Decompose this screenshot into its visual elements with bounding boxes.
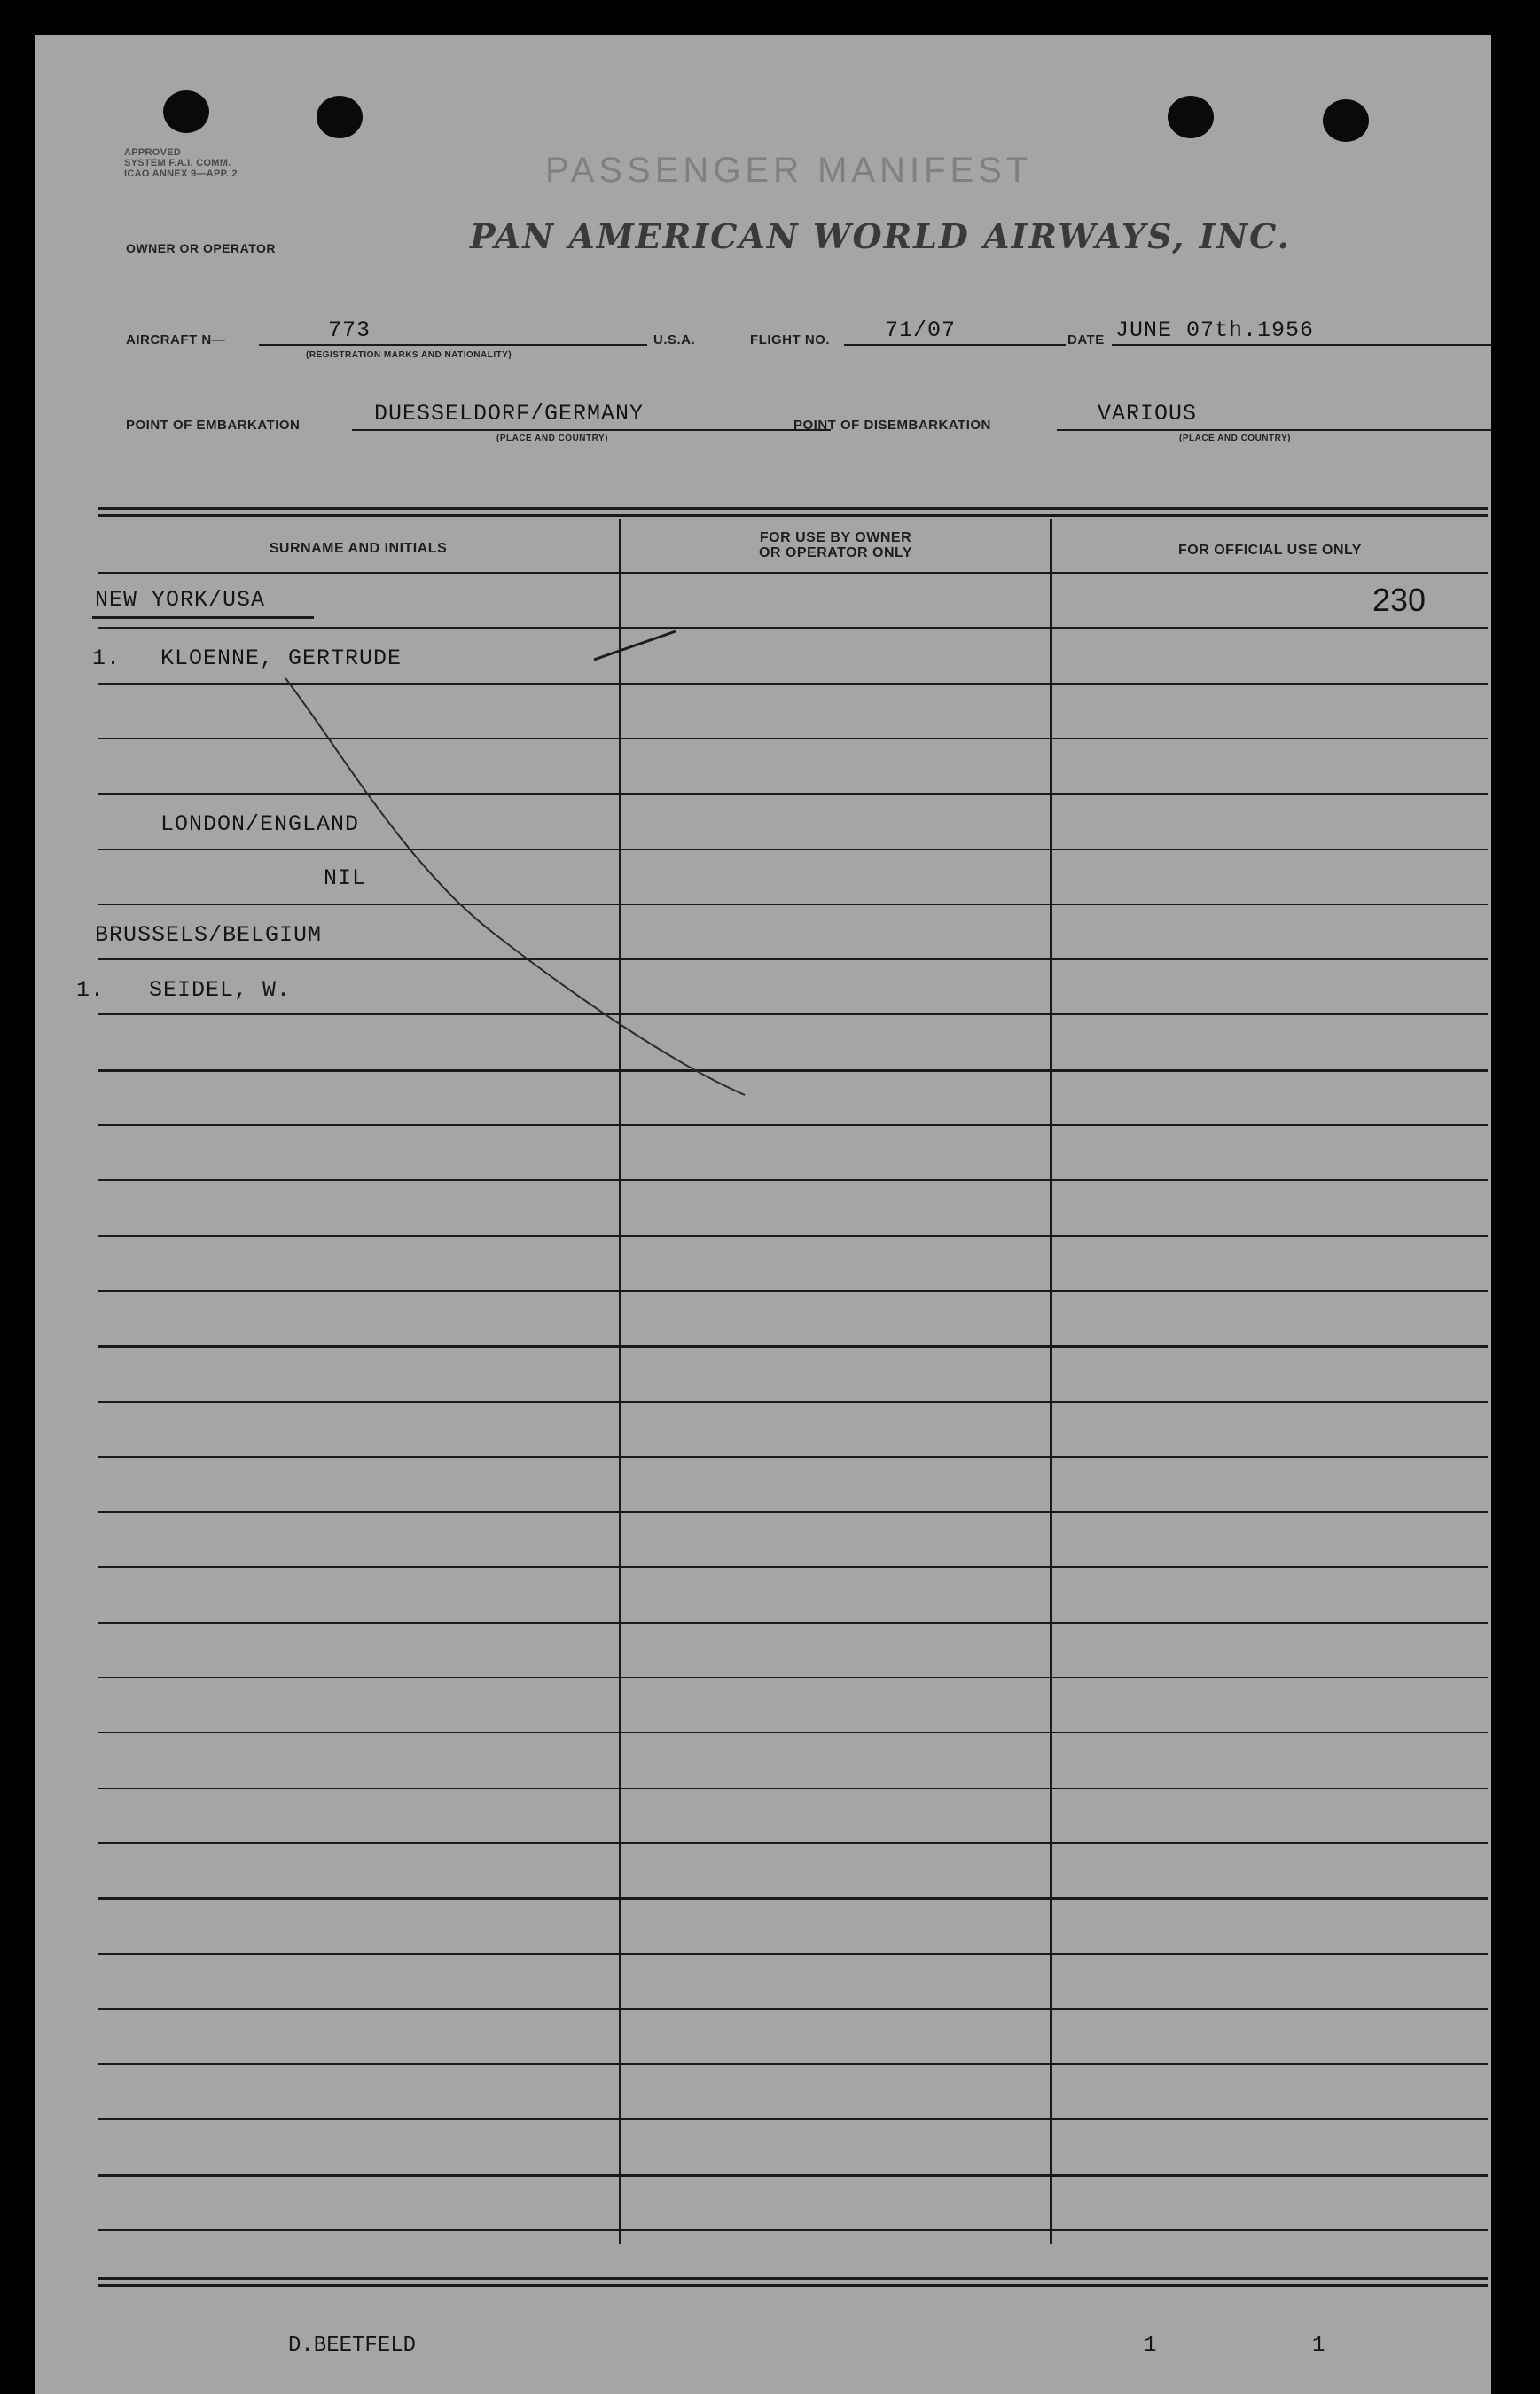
footer-count: 1 (1144, 2334, 1157, 2358)
passenger-number: 1. (76, 977, 106, 1003)
destination-heading: NEW YORK/USA (95, 587, 266, 613)
column-header-operator-line: OR OPERATOR ONLY (758, 545, 913, 560)
column-header-official: FOR OFFICIAL USE ONLY (1178, 543, 1362, 558)
registration-caption: (REGISTRATION MARKS AND NATIONALITY) (306, 350, 512, 360)
column-header-operator-line: FOR USE BY OWNER (759, 530, 912, 545)
pen-stroke (594, 631, 676, 660)
destination-heading: BRUSSELS/BELGIUM (95, 922, 323, 948)
operator-name: PAN AMERICAN WORLD AIRWAYS, INC. (470, 216, 1291, 256)
date-value: JUNE 07th.1956 (1115, 317, 1315, 343)
official-count: 230 (1372, 582, 1427, 618)
embark-caption: (PLACE AND COUNTRY) (496, 434, 608, 443)
destination-heading: LONDON/ENGLAND (160, 811, 360, 837)
pen-strokes (35, 35, 1491, 2394)
column-header-surname: SURNAME AND INITIALS (269, 541, 448, 556)
destination-note: NIL (324, 865, 367, 891)
approval-line: ICAO ANNEX 9—APP. 2 (124, 168, 238, 179)
approval-line: SYSTEM F.A.I. COMM. (124, 158, 231, 168)
passenger-name: SEIDEL, W. (149, 977, 292, 1003)
disembark-label: POINT OF DISEMBARKATION (793, 418, 991, 433)
passenger-name: KLOENNE, GERTRUDE (160, 645, 403, 671)
embark-label: POINT OF EMBARKATION (126, 418, 301, 433)
table-bottom-rule (98, 2284, 1488, 2287)
flight-value: 71/07 (885, 317, 957, 343)
aircraft-value: 773 (328, 317, 371, 343)
usa-label: U.S.A. (653, 332, 696, 348)
disembark-value: VARIOUS (1098, 401, 1198, 426)
date-label: DATE (1067, 332, 1105, 348)
disembark-caption: (PLACE AND COUNTRY) (1179, 434, 1291, 443)
approval-line: APPROVED (124, 147, 182, 158)
table-bottom-rule (98, 2277, 1488, 2280)
owner-label: OWNER OR OPERATOR (126, 241, 276, 255)
embark-value: DUESSELDORF/GERMANY (374, 401, 645, 426)
page-title: PASSENGER MANIFEST (545, 151, 1033, 190)
flight-label: FLIGHT NO. (750, 332, 830, 348)
passenger-number: 1. (92, 645, 121, 671)
manifest-page (35, 35, 1491, 2394)
footer-count: 1 (1312, 2334, 1325, 2358)
aircraft-label: AIRCRAFT N— (126, 332, 226, 348)
signature: D.BEETFELD (288, 2334, 417, 2358)
pen-stroke (285, 678, 745, 1095)
